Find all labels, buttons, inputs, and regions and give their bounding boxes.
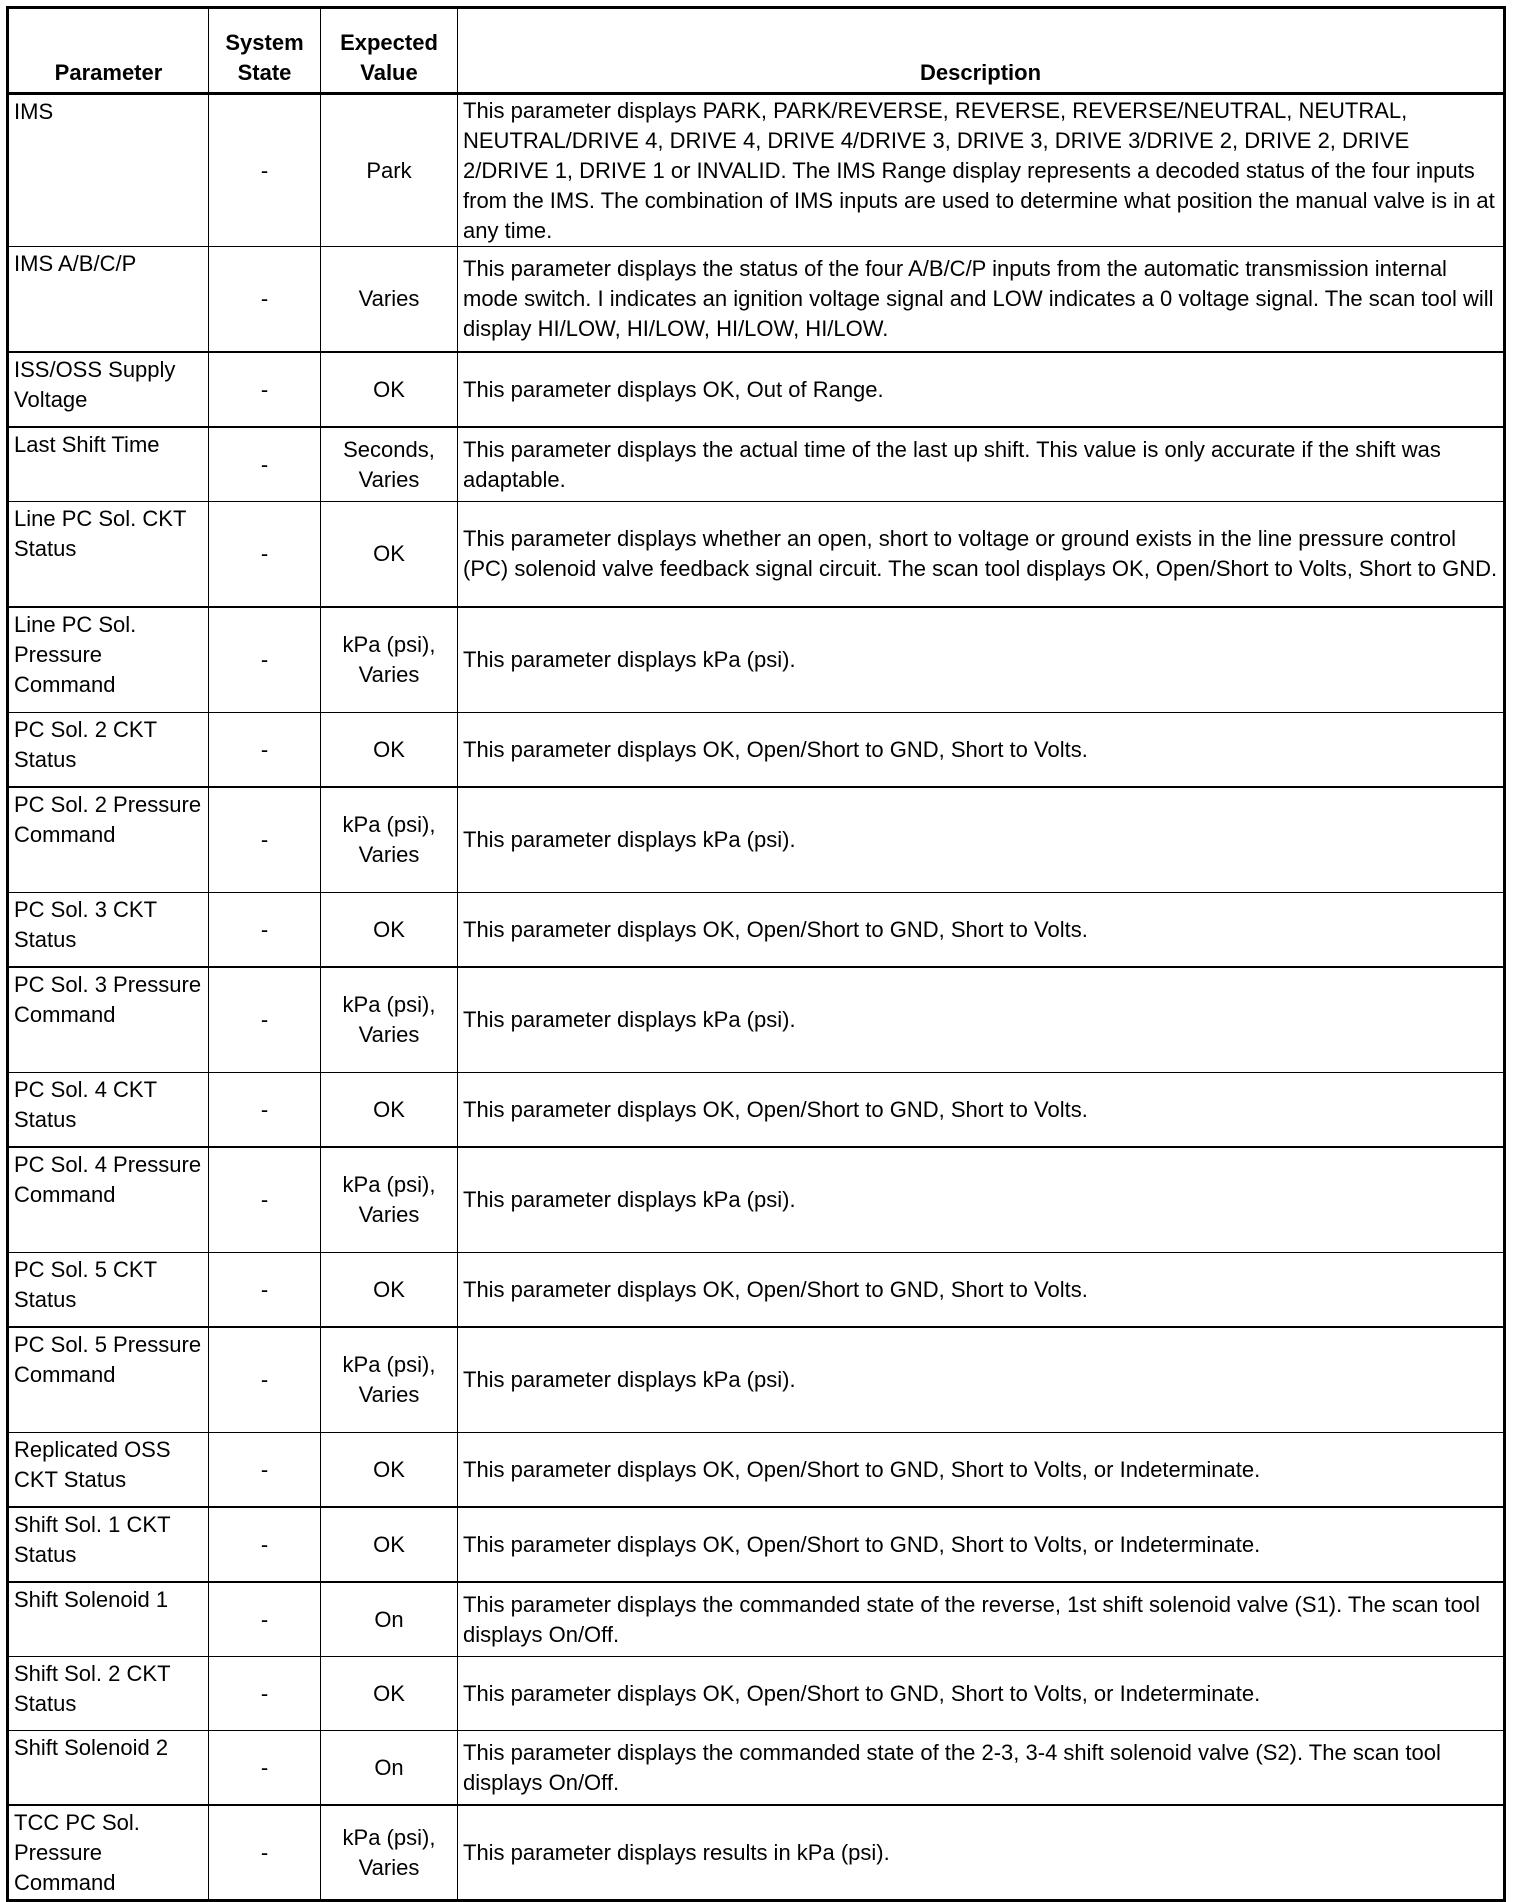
cell-parameter: Shift Sol. 1 CKT Status (8, 1507, 209, 1582)
cell-description: This parameter displays PARK, PARK/REVERSE, REVERSE, REVERSE/NEUTRAL, NEUTRAL, NEUTRAL/DRIVE 4, DRIVE 4, DRIVE 4/DRIVE 3, DRIVE 3, DRIVE 3/DRIVE 2, DRIVE 2, DRIVE 2/DRIVE 1, DRIVE 1 or INVALID. The IMS Range display represents a decoded status of the four inputs from the IMS. The combination of IMS inputs are used to determine what position the manual valve is in at any time. (458, 94, 1505, 247)
cell-system-state: - (209, 607, 321, 713)
table-row (8, 502, 1505, 608)
header-expected-value (321, 8, 458, 94)
cell-system-state: - (209, 94, 321, 247)
header-row (8, 8, 1505, 94)
cell-parameter: Last Shift Time (8, 427, 209, 502)
cell-description: This parameter displays OK, Out of Range. (458, 352, 1505, 427)
table-row (8, 1582, 1505, 1657)
cell-description: This parameter displays OK, Open/Short to GND, Short to Volts, or Indeterminate. (458, 1433, 1505, 1508)
cell-parameter: PC Sol. 4 Pressure Command (8, 1147, 209, 1253)
table-row (8, 1327, 1505, 1433)
cell-description: This parameter displays OK, Open/Short to GND, Short to Volts. (458, 893, 1505, 968)
table-row (8, 1731, 1505, 1806)
cell-expected-value: OK (321, 893, 458, 968)
table-row (8, 94, 1505, 247)
cell-parameter: Shift Sol. 2 CKT Status (8, 1657, 209, 1731)
cell-system-state: - (209, 713, 321, 788)
cell-description: This parameter displays kPa (psi). (458, 1327, 1505, 1433)
cell-system-state: - (209, 1073, 321, 1148)
cell-parameter: PC Sol. 2 Pressure Command (8, 787, 209, 893)
table-row (8, 1253, 1505, 1328)
cell-system-state: - (209, 787, 321, 893)
header-parameter: Parameter (8, 8, 209, 94)
table-row (8, 1805, 1505, 1901)
cell-parameter: PC Sol. 3 Pressure Command (8, 967, 209, 1073)
cell-parameter: TCC PC Sol. Pressure Command (8, 1805, 209, 1901)
cell-description: This parameter displays the commanded state of the 2-3, 3-4 shift solenoid valve (S2). The scan tool displays On/Off. (458, 1731, 1505, 1806)
cell-description: This parameter displays kPa (psi). (458, 607, 1505, 713)
cell-system-state: - (209, 1253, 321, 1328)
cell-description: This parameter displays OK, Open/Short to GND, Short to Volts. (458, 1073, 1505, 1148)
cell-system-state: - (209, 1147, 321, 1253)
table-row (8, 1507, 1505, 1582)
cell-description: This parameter displays OK, Open/Short to GND, Short to Volts. (458, 713, 1505, 788)
cell-system-state: - (209, 427, 321, 502)
cell-parameter: PC Sol. 3 CKT Status (8, 893, 209, 968)
header-system-state (209, 8, 321, 94)
cell-parameter: Shift Solenoid 1 (8, 1582, 209, 1657)
cell-system-state: - (209, 967, 321, 1073)
table-row (8, 247, 1505, 353)
cell-parameter: IMS A/B/C/P (8, 247, 209, 353)
cell-parameter: PC Sol. 5 CKT Status (8, 1253, 209, 1328)
cell-description: This parameter displays the status of the four A/B/C/P inputs from the automatic transmission internal mode switch. I indicates an ignition voltage signal and LOW indicates a 0 voltage signal. The scan tool will display HI/LOW, HI/LOW, HI/LOW, HI/LOW. (458, 247, 1505, 353)
cell-system-state: - (209, 1805, 321, 1901)
cell-system-state: - (209, 247, 321, 353)
header-system-state-label: System State (225, 30, 304, 85)
cell-parameter: Line PC Sol. CKT Status (8, 502, 209, 608)
cell-description: This parameter displays results in kPa (psi). (458, 1805, 1505, 1901)
cell-description: This parameter displays the commanded state of the reverse, 1st shift solenoid valve (S1). The scan tool displays On/Off. (458, 1582, 1505, 1657)
cell-expected-value: OK (321, 502, 458, 608)
cell-system-state: - (209, 502, 321, 608)
table-row (8, 352, 1505, 427)
cell-parameter: PC Sol. 5 Pressure Command (8, 1327, 209, 1433)
cell-expected-value: kPa (psi), Varies (321, 967, 458, 1073)
cell-parameter: Line PC Sol. Pressure Command (8, 607, 209, 713)
cell-expected-value: kPa (psi), Varies (321, 1327, 458, 1433)
cell-expected-value: OK (321, 1507, 458, 1582)
cell-expected-value: Park (321, 94, 458, 247)
cell-parameter: IMS (8, 94, 209, 247)
cell-system-state: - (209, 1582, 321, 1657)
cell-system-state: - (209, 352, 321, 427)
table-row (8, 1657, 1505, 1731)
cell-system-state: - (209, 1657, 321, 1731)
cell-parameter: PC Sol. 4 CKT Status (8, 1073, 209, 1148)
cell-expected-value: Seconds, Varies (321, 427, 458, 502)
cell-description: This parameter displays kPa (psi). (458, 787, 1505, 893)
cell-expected-value: OK (321, 1253, 458, 1328)
table-row (8, 427, 1505, 502)
cell-expected-value: OK (321, 713, 458, 788)
cell-parameter: Replicated OSS CKT Status (8, 1433, 209, 1508)
cell-expected-value: kPa (psi), Varies (321, 1805, 458, 1901)
cell-expected-value: kPa (psi), Varies (321, 787, 458, 893)
cell-system-state: - (209, 1731, 321, 1806)
cell-expected-value: On (321, 1582, 458, 1657)
cell-parameter: PC Sol. 2 CKT Status (8, 713, 209, 788)
cell-system-state: - (209, 1327, 321, 1433)
cell-parameter: Shift Solenoid 2 (8, 1731, 209, 1806)
cell-expected-value: kPa (psi), Varies (321, 1147, 458, 1253)
table-row (8, 713, 1505, 788)
cell-expected-value: OK (321, 1433, 458, 1508)
table-row (8, 1073, 1505, 1148)
cell-expected-value: OK (321, 1073, 458, 1148)
cell-description: This parameter displays kPa (psi). (458, 967, 1505, 1073)
table-row (8, 607, 1505, 713)
table-row (8, 787, 1505, 893)
cell-system-state: - (209, 893, 321, 968)
cell-expected-value: OK (321, 352, 458, 427)
cell-expected-value: Varies (321, 247, 458, 353)
header-description: Description (458, 8, 1505, 94)
table-row (8, 893, 1505, 968)
header-expected-value-label: Expected Value (340, 30, 438, 85)
cell-description: This parameter displays whether an open, short to voltage or ground exists in the line pressure control (PC) solenoid valve feedback signal circuit. The scan tool displays OK, Open/Short to Volts, Short to GND. (458, 502, 1505, 608)
table-row (8, 1147, 1505, 1253)
cell-system-state: - (209, 1507, 321, 1582)
scan-tool-parameter-table (6, 6, 1506, 1902)
table-row (8, 967, 1505, 1073)
cell-expected-value: OK (321, 1657, 458, 1731)
table-row (8, 1433, 1505, 1508)
cell-parameter: ISS/OSS Supply Voltage (8, 352, 209, 427)
cell-expected-value: kPa (psi), Varies (321, 607, 458, 713)
cell-description: This parameter displays OK, Open/Short to GND, Short to Volts, or Indeterminate. (458, 1507, 1505, 1582)
cell-expected-value: On (321, 1731, 458, 1806)
cell-description: This parameter displays OK, Open/Short to GND, Short to Volts. (458, 1253, 1505, 1328)
cell-system-state: - (209, 1433, 321, 1508)
cell-description: This parameter displays OK, Open/Short to GND, Short to Volts, or Indeterminate. (458, 1657, 1505, 1731)
cell-description: This parameter displays the actual time of the last up shift. This value is only accurate if the shift was adaptable. (458, 427, 1505, 502)
cell-description: This parameter displays kPa (psi). (458, 1147, 1505, 1253)
